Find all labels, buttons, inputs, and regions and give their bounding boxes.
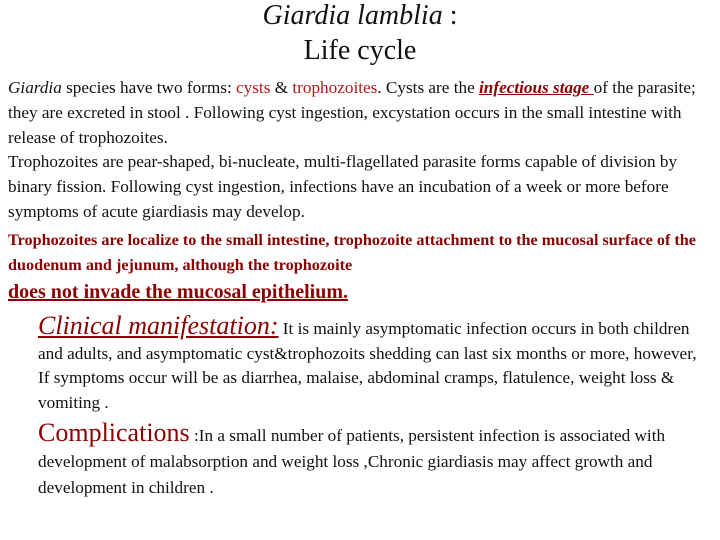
paragraph-forms [8,76,714,225]
complications-heading: Complications [38,418,190,447]
title-genus: Giardia lamblia [262,0,443,31]
clinical-manifestation-heading: Clinical manifestation: [38,311,279,340]
title-line-2: Life cycle [303,35,417,66]
title-colon: : [442,0,458,31]
complications-text: :In a small number of patients, persistent infection is associated with development of malabsorption and weight loss ,Chronic giardiasis may affect growth and development in children . [38,426,666,497]
forms-text-2: . Cysts are the [377,78,480,97]
clinical-manifestation-section [38,311,708,415]
complications-section [38,420,708,500]
trophozoites-description: Trophozoites are pear-shaped, bi-nucleate, multi-flagellated parasite forms capable of division by binary fission. Following cyst ingestion, infections have an incubation of a week or more before symptoms of acute giardiasis may develop. [8,152,678,221]
cysts-term: cysts [236,78,271,97]
title-line-1 [0,0,720,32]
paragraph-localization: Trophozoites are localize to the small intestine, trophozoite attachment to the mucosal surface of the duodenum and jejunum, although the trophozoite [8,231,696,274]
paragraph-no-invasion: does not invade the mucosal epithelium. [8,281,349,303]
forms-text-3: of the parasite; they are excreted in stool . Following cyst ingestion, excystation occurs in the small intestine with release of trophozoites. [8,78,696,147]
forms-text-1: species have two forms: [61,78,237,97]
trophozoites-term: trophozoites [292,78,378,97]
amp-text: & [270,78,293,97]
infectious-stage-term: infectious stage [479,78,594,97]
genus-name: Giardia [8,78,62,97]
clinical-manifestation-text: It is mainly asymptomatic infection occurs in both children and adults, and asymptomatic cyst&trophozoits shedding can last six months or more, however, If symptoms occur will be as diarrhea, malaise, abdominal cramps, flatulence, weight loss & vomiting . [38,319,697,412]
